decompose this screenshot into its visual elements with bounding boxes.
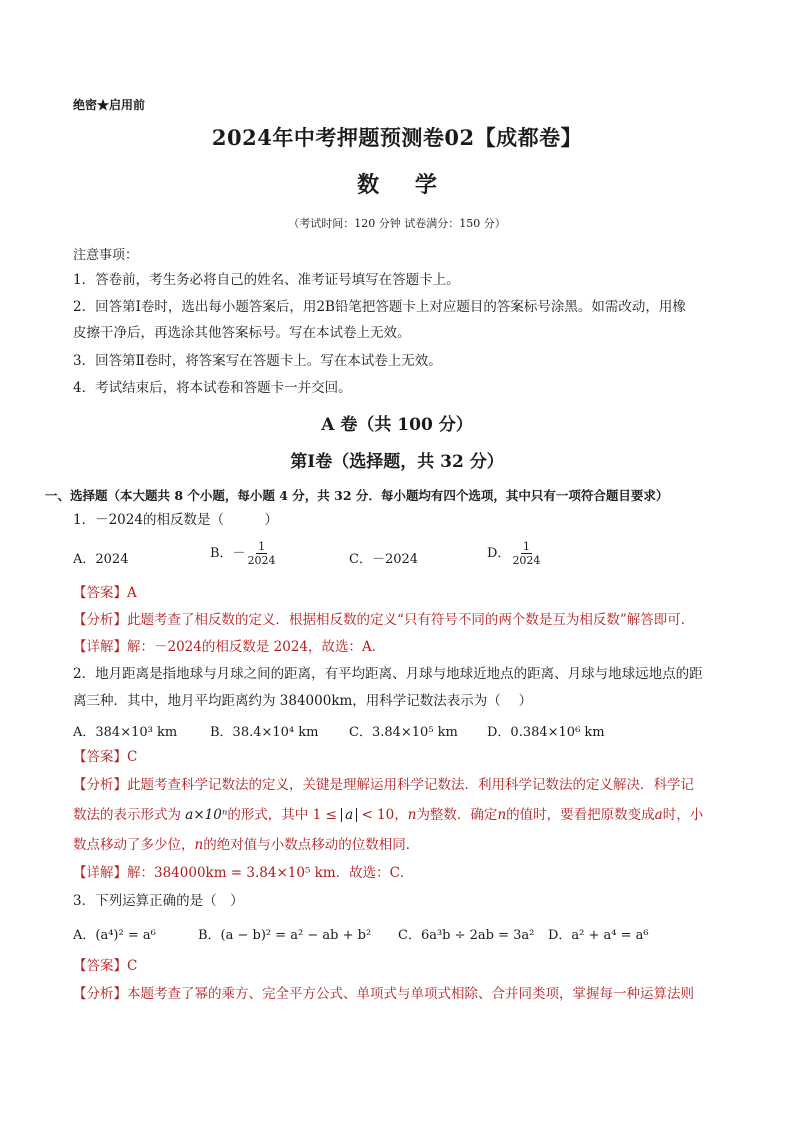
q3-option-c: C．6a³b ÷ 2ab = 3a² xyxy=(398,928,535,943)
analysis-text: 的绝对值与小数点移动的位数相同． xyxy=(203,837,420,853)
formula: a×10ⁿ xyxy=(185,807,228,823)
q3-option-a: A．(a⁴)² = a⁶ xyxy=(73,928,156,943)
q1-option-b xyxy=(210,540,278,567)
question-2-stem-line1: 2．地月距离是指地球与月球之间的距离，有平均距离、月球与地球近地点的距离、月球与地球远地点的距 xyxy=(73,666,703,682)
exam-info: （考试时间：120 分钟 试卷满分：150 分） xyxy=(288,217,506,230)
q1-option-b-prefix: B．－ xyxy=(210,546,246,561)
section-a-title: A 卷（共 100 分） xyxy=(321,415,473,435)
question-group-heading: 一、选择题（本大题共 8 个小题，每小题 4 分，共 32 分．每小题均有四个选项，其中只有一项符合题目要求） xyxy=(45,488,669,503)
answer-tag: 【答案】 xyxy=(73,749,127,765)
analysis-text: 时，小 xyxy=(662,807,704,823)
detail-text: 解：－2024的相反数是 2024，故选：A． xyxy=(127,639,386,655)
q3-option-d: D．a² + a⁴ = a⁶ xyxy=(548,928,649,943)
analysis-tag: 【分析】 xyxy=(73,612,127,628)
q2-analysis-line2 xyxy=(73,805,723,825)
analysis-text: 的形式，其中 1 ≤ xyxy=(227,807,342,823)
q1-option-c: C．－2024 xyxy=(349,552,419,567)
page-title: 2024年中考押题预测卷02【成都卷】 xyxy=(211,125,583,150)
q1-option-d-fraction xyxy=(510,540,542,567)
q2-option-a: A．384×10³ km xyxy=(73,725,178,740)
analysis-text: 数法的表示形式为 xyxy=(73,807,186,823)
variable-n: n xyxy=(194,837,204,853)
notes-heading: 注意事项： xyxy=(73,248,139,263)
answer-value: C xyxy=(127,749,138,765)
note-item: 1．答卷前，考生务必将自己的姓名、准考证号填写在答题卡上。 xyxy=(73,272,460,288)
question-2-stem-line2: 离三种．其中，地月平均距离约为 384000km，用科学记数法表示为（ ） xyxy=(73,693,533,709)
variable-n: n xyxy=(407,807,417,823)
fraction-numerator: 1 xyxy=(258,540,266,553)
note-item: 皮擦干净后，再选涂其他答案标号。写在本试卷上无效。 xyxy=(73,325,411,341)
q2-option-c: C．3.84×10⁵ km xyxy=(349,725,458,740)
q3-answer xyxy=(73,956,723,976)
q2-analysis-line1 xyxy=(73,775,723,795)
analysis-text: 的值时，要看把原数变成 xyxy=(506,807,655,823)
detail-tag: 【详解】 xyxy=(73,639,127,655)
q1-option-a: A．2024 xyxy=(73,552,129,567)
q2-analysis-line3 xyxy=(73,835,723,855)
note-item: 3．回答第Ⅱ卷时，将答案写在答题卡上。写在本试卷上无效。 xyxy=(73,353,442,369)
q1-analysis xyxy=(73,610,723,630)
answer-tag: 【答案】 xyxy=(73,958,127,974)
q1-answer xyxy=(73,583,723,603)
section-1-title: 第Ⅰ卷（选择题，共 32 分） xyxy=(290,452,504,472)
answer-value: C xyxy=(127,958,138,974)
q1-option-d xyxy=(487,540,542,567)
question-1-stem: 1．－2024的相反数是（ ） xyxy=(73,512,278,528)
q2-option-b: B．38.4×10⁴ km xyxy=(210,725,319,740)
analysis-text: 数点移动了多少位， xyxy=(73,837,195,853)
q1-option-d-prefix: D． xyxy=(487,546,511,561)
secret-label: 绝密★启用前 xyxy=(73,98,146,112)
analysis-text: < 10， xyxy=(357,807,408,823)
fraction-numerator: 1 xyxy=(522,540,530,553)
analysis-tag: 【分析】 xyxy=(73,777,127,793)
answer-tag: 【答案】 xyxy=(73,585,127,601)
q3-analysis xyxy=(73,984,723,1004)
fraction-denominator: 2024 xyxy=(512,554,541,567)
analysis-tag: 【分析】 xyxy=(73,986,127,1002)
subject-title: 数 学 xyxy=(357,172,451,198)
note-item: 2．回答第Ⅰ卷时，选出每小题答案后，用2B铅笔把答题卡上对应题目的答案标号涂黑。如需改动，用橡 xyxy=(73,299,686,315)
fraction-denominator: 2024 xyxy=(247,554,276,567)
q2-detail xyxy=(73,863,723,883)
q1-option-b-fraction xyxy=(246,540,278,567)
analysis-text: 此题考查科学记数法的定义，关键是理解运用科学记数法．利用科学记数法的定义解决．科学记 xyxy=(127,777,694,793)
q2-option-d: D．0.384×10⁶ km xyxy=(487,725,605,740)
q3-option-b: B．(a − b)² = a² − ab + b² xyxy=(198,928,372,943)
answer-value: A xyxy=(127,585,137,601)
detail-tag: 【详解】 xyxy=(73,865,127,881)
analysis-text: 为整数．确定 xyxy=(416,807,498,823)
variable-a: a xyxy=(654,807,663,823)
detail-text: 解：384000km = 3.84×10⁵ km．故选：C． xyxy=(127,865,414,881)
q1-detail xyxy=(73,637,723,657)
variable-n: n xyxy=(497,807,507,823)
analysis-text: 本题考查了幂的乘方、完全平方公式、单项式与单项式相除、合并同类项，掌握每一种运算法则 xyxy=(127,986,694,1002)
q2-answer xyxy=(73,747,723,767)
question-3-stem: 3．下列运算正确的是（ ） xyxy=(73,893,244,909)
note-item: 4．考试结束后，将本试卷和答题卡一并交回。 xyxy=(73,380,352,396)
absolute-value: a xyxy=(341,808,357,822)
analysis-text: 此题考查了相反数的定义．根据相反数的定义“只有符号不同的两个数是互为相反数”解答即可． xyxy=(127,612,695,628)
